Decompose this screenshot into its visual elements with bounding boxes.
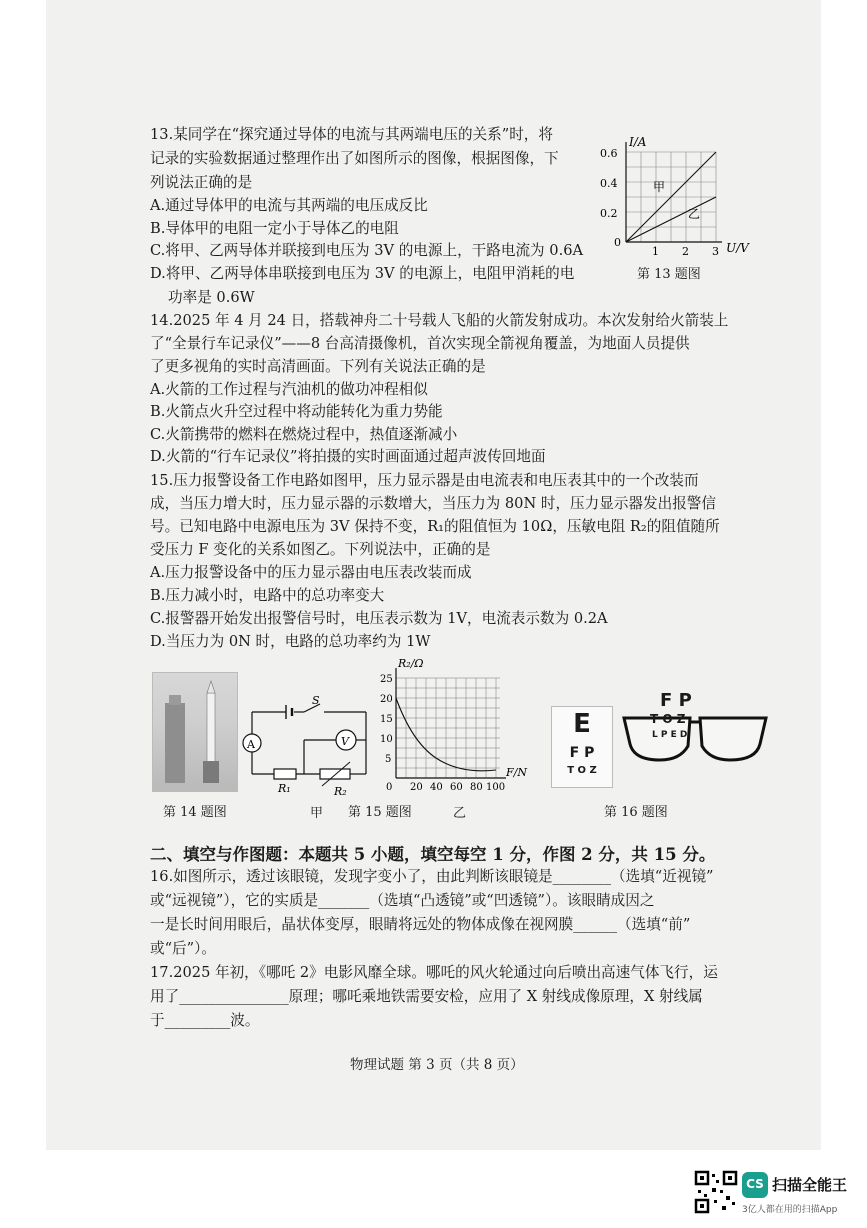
q15-option-a: A.压力报警设备中的压力显示器由电压表改装而成 xyxy=(150,564,472,581)
r1-label: R₁ xyxy=(278,782,291,795)
q15-x-axis-label: F/N xyxy=(506,766,527,779)
scanner-logo-text: CS xyxy=(746,1177,764,1191)
eye-chart-row3: T O Z xyxy=(567,765,597,776)
q13-y-tick: 0.4 xyxy=(600,177,618,190)
q15-y-axis-label: R₂/Ω xyxy=(398,658,424,670)
q16-eye-chart xyxy=(551,706,613,788)
q15-r-f-graph xyxy=(376,658,536,798)
eye-chart-big-letter: E xyxy=(573,709,591,739)
q13-stem-line3: 列说法正确的是 xyxy=(150,174,253,191)
q13-y-tick: 0.2 xyxy=(600,207,618,220)
resistor-r2 xyxy=(320,769,350,779)
q13-option-d: D.将甲、乙两导体串联接到电压为 3V 的电源上，电阻甲消耗的电 xyxy=(150,265,575,282)
q14-stem-line2: 了“全景行车记录仪”——8 台高清摄像机，首次实现全箭视角覆盖，为地面人员提供 xyxy=(150,335,690,352)
section2-heading: 二、填空与作图题：本题共 5 小题，填空每空 1 分，作图 2 分，共 15 分。 xyxy=(150,845,716,864)
q15-stem-line2: 成，当压力增大时，压力显示器的示数增大，当压力为 80N 时，压力显示器发出报警信 xyxy=(150,495,716,512)
q13-x-axis-label: U/V xyxy=(726,241,749,255)
q15-y-tick: 20 xyxy=(380,694,393,705)
q14-caption: 第 14 题图 xyxy=(163,805,227,820)
q14-rocket-photo xyxy=(152,672,238,792)
q15-option-b: B.压力减小时，电路中的总功率变大 xyxy=(150,587,385,604)
q15-y-tick: 25 xyxy=(380,674,393,685)
scanner-logo-icon xyxy=(742,1172,768,1198)
q15-caption: 第 15 题图 xyxy=(348,805,412,820)
q13-stem-line2: 记录的实验数据通过整理作出了如图所示的图像，根据图像，下 xyxy=(150,150,559,167)
q14-stem-line1: 14.2025 年 4 月 24 日，搭载神舟二十号载人飞船的火箭发射成功。本次发射给火箭装上 xyxy=(150,312,729,329)
q17-line2: 用了_______________原理；哪吒乘地铁需要安检，应用了 X 射线成像原理，X 射线属 xyxy=(150,988,703,1005)
glasses-text-row3: L P E D xyxy=(652,730,688,740)
q17-line3: 于_________波。 xyxy=(150,1012,260,1029)
q16-line1: 16.如图所示，透过该眼镜，发现字变小了，由此判断该眼镜是________（选填“近视镜” xyxy=(150,868,714,885)
eye-chart-row2: F P xyxy=(569,745,595,761)
switch-label: S xyxy=(312,694,320,707)
q15-stem-line3: 号。已知电路中电源电压为 3V 保持不变，R₁的阻值恒为 10Ω，压敏电阻 R₂的阻值随所 xyxy=(150,518,720,535)
q13-stem-line1: 13.某同学在“探究通过导体的电流与其两端电压的关系”时，将 xyxy=(150,126,553,143)
voltmeter-label: V xyxy=(341,735,349,748)
page-footer: 物理试题 第 3 页（共 8 页） xyxy=(350,1057,524,1073)
q15-option-c: C.报警器开始发出报警信号时，电压表示数为 1V，电流表示数为 0.2A xyxy=(150,610,608,627)
resistor-r1 xyxy=(274,769,296,779)
q13-option-d-cont: 功率是 0.6W xyxy=(168,289,255,306)
q14-stem-line3: 了更多视角的实时高清画面。下列有关说法正确的是 xyxy=(150,358,486,375)
q14-option-d: D.火箭的“行车记录仪”将拍摄的实时画面通过超声波传回地面 xyxy=(150,448,546,465)
q13-label-yi: 乙 xyxy=(688,207,701,221)
q14-option-b: B.火箭点火升空过程中将动能转化为重力势能 xyxy=(150,403,443,420)
q17-line1: 17.2025 年初，《哪吒 2》电影风靡全球。哪吒的风火轮通过向后喷出高速气体飞行，运 xyxy=(150,964,718,981)
q13-label-jia: 甲 xyxy=(653,180,666,194)
q16-line2: 或“远视镜”），它的实质是_______（选填“凸透镜”或“凹透镜”）。该眼睛成因之 xyxy=(150,892,655,909)
q15-x-tick: 20 xyxy=(410,782,423,793)
q15-label-jia: 甲 xyxy=(310,806,324,821)
q16-line3: 一是长时间用眼后，晶状体变厚，眼睛将远处的物体成像在视网膜______（选填“前” xyxy=(150,916,691,933)
glasses-text-row2: T O Z xyxy=(650,712,686,726)
rocket-icon xyxy=(153,673,237,791)
q14-option-a: A.火箭的工作过程与汽油机的做功冲程相似 xyxy=(150,381,428,398)
q15-y-tick: 10 xyxy=(380,734,393,745)
scanner-app-name: 扫描全能王 xyxy=(772,1176,848,1194)
ammeter-label: A xyxy=(247,738,255,751)
q13-x-tick: 2 xyxy=(682,245,689,258)
glasses-text-row1: F P xyxy=(660,690,692,711)
q15-y-tick: 0 xyxy=(386,782,393,793)
scanner-tagline: 3亿人都在用的扫描App xyxy=(742,1205,838,1215)
q16-caption: 第 16 题图 xyxy=(604,805,668,820)
q15-stem-line4: 受压力 F 变化的关系如图乙。下列说法中，正确的是 xyxy=(150,541,491,558)
q15-y-tick: 5 xyxy=(385,754,392,765)
q13-x-tick: 3 xyxy=(712,245,719,258)
q13-option-b: B.导体甲的电阻一定小于导体乙的电阻 xyxy=(150,220,399,237)
q13-caption: 第 13 题图 xyxy=(637,267,701,282)
qr-code-icon xyxy=(694,1170,738,1214)
q15-x-tick: 100 xyxy=(486,782,506,793)
q13-x-tick: 1 xyxy=(652,245,659,258)
q15-label-yi: 乙 xyxy=(453,806,467,821)
q15-y-tick: 15 xyxy=(380,714,393,725)
q15-circuit-diagram xyxy=(238,690,378,800)
q15-stem-line1: 15.压力报警设备工作电路如图甲，压力显示器是由电流表和电压表其中的一个改装而 xyxy=(150,472,699,489)
q13-option-a: A.通过导体甲的电流与其两端的电压成反比 xyxy=(150,197,428,214)
q13-y-tick: 0 xyxy=(614,236,621,249)
q15-x-tick: 60 xyxy=(450,782,463,793)
q16-line4: 或“后”）。 xyxy=(150,940,216,957)
q15-grid xyxy=(396,678,500,778)
glasses-icon xyxy=(620,708,770,764)
q13-y-axis-label: I/A xyxy=(629,135,647,149)
q13-option-c: C.将甲、乙两导体并联接到电压为 3V 的电源上，干路电流为 0.6A xyxy=(150,242,584,259)
q15-x-tick: 80 xyxy=(470,782,483,793)
q13-iu-graph xyxy=(592,134,764,284)
r2-label: R₂ xyxy=(334,785,347,798)
q13-y-tick: 0.6 xyxy=(600,147,618,160)
q15-option-d: D.当压力为 0N 时，电路的总功率约为 1W xyxy=(150,633,431,650)
q14-option-c: C.火箭携带的燃料在燃烧过程中，热值逐渐减小 xyxy=(150,426,458,443)
q15-x-tick: 40 xyxy=(430,782,443,793)
